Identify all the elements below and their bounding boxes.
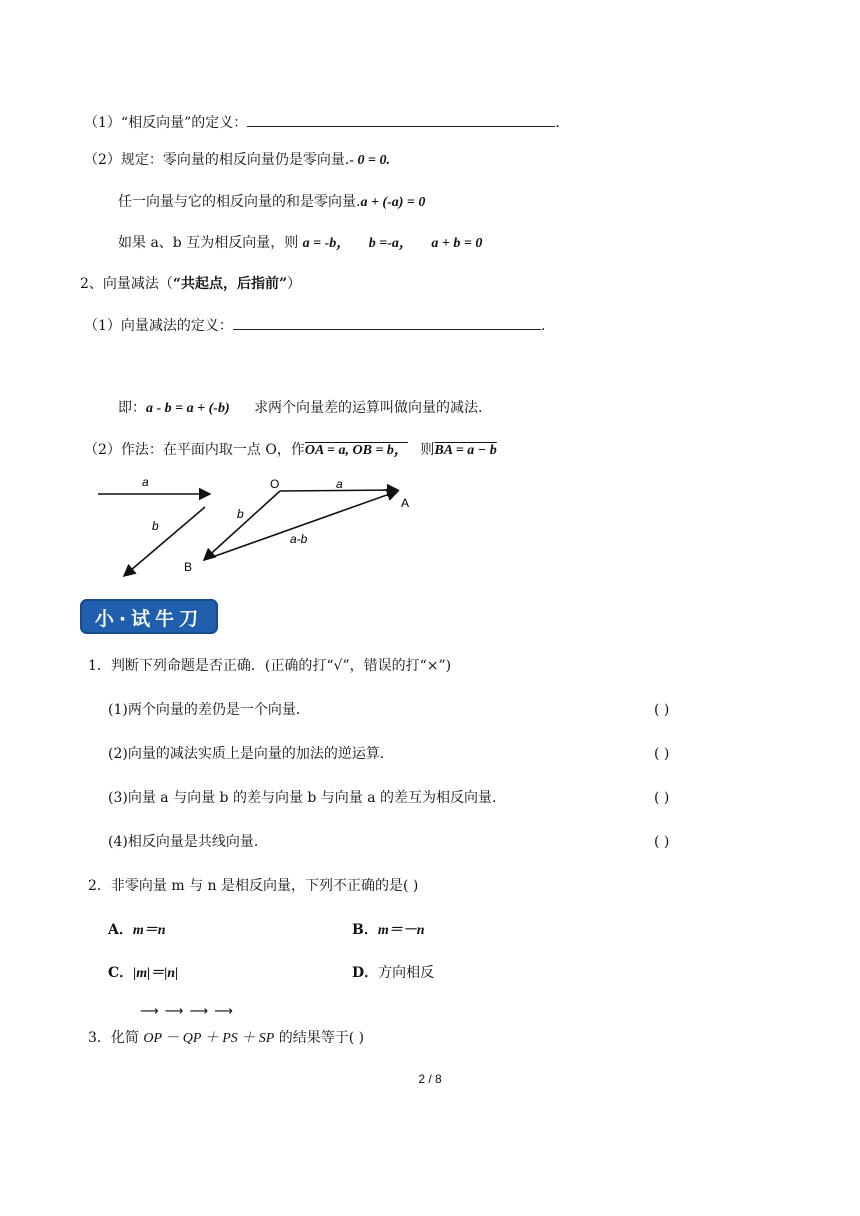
def-item1-label: （1）“相反向量”的定义： [84, 115, 248, 131]
label-b2: b [237, 507, 244, 521]
def-item2 [84, 151, 390, 170]
def-item2-formula: - 0 = 0. [349, 153, 390, 168]
label-b1: b [152, 519, 159, 533]
q2-option-a-text: m＝n [132, 923, 166, 938]
q2-option-a-label: A． [108, 922, 133, 938]
answer-blank-2[interactable] [233, 316, 541, 330]
section2-item2 [84, 441, 497, 460]
def-line4-text: 如果 a、b 互为相反向量，则 [118, 235, 299, 251]
section2-title [80, 275, 301, 293]
subtraction-formula-line [118, 399, 483, 418]
subtraction-formula: a - b = a + (-b) [146, 401, 230, 416]
formula-note: 求两个向量差的运算叫做向量的减法. [254, 400, 483, 416]
q2-option-d-text: 方向相反 [378, 965, 435, 981]
def-line4-f3: a + b = 0 [431, 236, 483, 251]
def-line4 [118, 234, 482, 253]
q2-option-c-text: |m|＝|n| [133, 966, 179, 981]
section2-item1 [84, 316, 545, 335]
then-label: 则 [420, 442, 435, 458]
section2-item1-label: （1）向量减法的定义： [84, 318, 233, 334]
q3-stem [88, 1029, 364, 1048]
formula-label: 即： [118, 400, 146, 416]
q1-answer-3[interactable]: ( ) [654, 790, 670, 806]
q1-item-1: (1)两个向量的差仍是一个向量． [108, 702, 310, 718]
answer-blank-1[interactable] [247, 113, 555, 127]
def-line3-text: 任一向量与它的相反向量的和是零向量. [118, 194, 361, 210]
label-A: A [401, 496, 410, 510]
vector-oa-ob: OA = a, OB = b， [304, 443, 408, 458]
label-a1: a [142, 475, 149, 489]
q2-option-c-label: C． [108, 965, 134, 981]
q2-option-d[interactable] [352, 964, 434, 982]
label-B: B [184, 560, 193, 574]
q1-answer-2[interactable]: ( ) [654, 746, 670, 762]
vector-ba: BA = a − b [434, 443, 497, 458]
q1-item-2: (2)向量的减法实质上是向量的加法的逆运算． [108, 746, 394, 762]
page-number: 2 / 8 [418, 1072, 442, 1086]
def-line3-formula: a + (-a) = 0 [360, 195, 426, 210]
q2-option-b[interactable] [352, 921, 425, 940]
section2-item2-text: （2）作法：在平面内取一点 O，作 [84, 442, 305, 458]
q2-option-b-text: m＝－n [377, 923, 425, 938]
vector-ba-arrow [204, 491, 398, 560]
q1-answer-1[interactable]: ( ) [654, 702, 670, 718]
q1-item-3: (3)向量 a 与向量 b 的差与向量 b 与向量 a 的差互为相反向量． [108, 790, 507, 806]
section2-title-bold: “共起点，后指前” [172, 276, 288, 292]
def-item1-suffix: . [555, 115, 560, 131]
def-item1 [84, 113, 560, 132]
practice-badge-text: 小·试牛刀 [94, 608, 204, 630]
section2-item1-suffix: . [540, 318, 546, 334]
q3-stem-prefix: 3．化简 [88, 1030, 139, 1046]
q2-option-d-label: D． [352, 965, 379, 981]
q3-expression: OP － QP ＋ PS ＋ SP [143, 1031, 275, 1046]
label-a2: a [336, 477, 343, 491]
q2-option-c[interactable] [108, 964, 178, 983]
def-item2-text: （2）规定：零向量的相反向量仍是零向量. [84, 152, 350, 168]
q1-answer-4[interactable]: ( ) [654, 834, 670, 850]
q3-stem-suffix: 的结果等于( ) [278, 1030, 365, 1046]
vector-ob-arrow [204, 491, 280, 560]
practice-badge [80, 599, 218, 634]
q2-option-b-label: B． [352, 922, 378, 938]
def-line4-f2: b =-a， [368, 236, 413, 251]
q2-stem: 2．非零向量 m 与 n 是相反向量，下列不正确的是( ) [88, 878, 419, 894]
vector-b-arrow [124, 507, 205, 576]
def-line3 [118, 193, 425, 212]
section2-title-text: 2、向量减法（ [80, 276, 173, 292]
q3-vector-arrows: ⟶ ⟶ ⟶ ⟶ [140, 1004, 234, 1019]
q2-option-a[interactable] [108, 921, 166, 940]
label-O: O [270, 477, 280, 491]
label-a-minus-b: a-b [290, 532, 308, 546]
def-line4-f1: a = -b， [302, 236, 351, 251]
q1-stem: 1．判断下列命题是否正确．(正确的打“√”，错误的打“×”) [88, 658, 452, 674]
section2-title-end: ） [287, 276, 302, 292]
q1-item-4: (4)相反向量是共线向量． [108, 834, 268, 850]
vector-subtraction-figure [90, 470, 420, 585]
